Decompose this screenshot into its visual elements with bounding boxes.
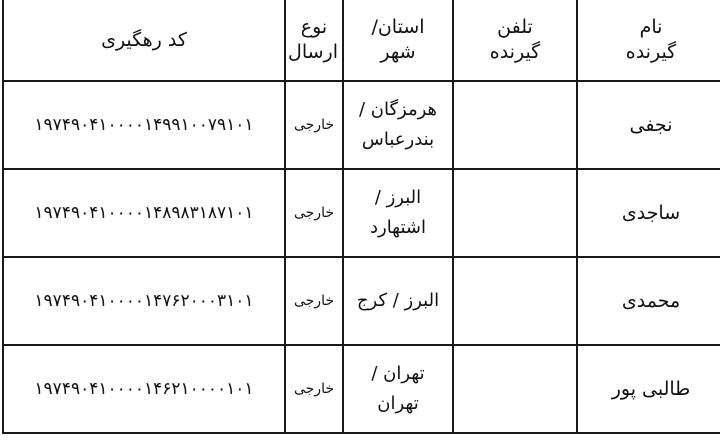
shipping-type-cell: خارجی: [285, 257, 343, 345]
shipments-table: [2, 0, 720, 434]
recipient-name-cell: محمدی: [577, 257, 720, 345]
tracking-code-cell: ۱۹۷۴۹۰۴۱۰۰۰۰۱۴۹۹۱۰۰۷۹۱۰۱: [3, 81, 285, 169]
recipient-phone-cell: [453, 81, 577, 169]
header-recipient-name: نام گیرنده: [577, 0, 720, 81]
recipient-phone-cell: [453, 345, 577, 433]
tracking-code-cell: ۱۹۷۴۹۰۴۱۰۰۰۰۱۴۸۹۸۳۱۸۷۱۰۱: [3, 169, 285, 257]
recipient-name-cell: طالبی پور: [577, 345, 720, 433]
recipient-phone-cell: [453, 257, 577, 345]
tracking-code-cell: ۱۹۷۴۹۰۴۱۰۰۰۰۱۴۷۶۲۰۰۰۳۱۰۱: [3, 257, 285, 345]
province-city-cell: البرز / اشتهارد: [343, 169, 453, 257]
table-row: [3, 81, 720, 169]
table-row: [3, 345, 720, 433]
header-recipient-phone: تلفن گیرنده: [453, 0, 577, 81]
province-city-cell: تهران / تهران: [343, 345, 453, 433]
province-city-cell: هرمزگان / بندرعباس: [343, 81, 453, 169]
recipient-name-cell: نجفی: [577, 81, 720, 169]
shipping-type-cell: خارجی: [285, 345, 343, 433]
province-city-cell: البرز / کرج: [343, 257, 453, 345]
header-tracking-code: کد رهگیری: [3, 0, 285, 81]
header-row: [3, 0, 720, 81]
tracking-code-cell: ۱۹۷۴۹۰۴۱۰۰۰۰۱۴۶۲۱۰۰۰۰۱۰۱: [3, 345, 285, 433]
table-row: [3, 257, 720, 345]
shipping-type-cell: خارجی: [285, 169, 343, 257]
recipient-name-cell: ساجدی: [577, 169, 720, 257]
table-row: [3, 169, 720, 257]
recipient-phone-cell: [453, 169, 577, 257]
header-province-city: استان/ شهر: [343, 0, 453, 81]
shipping-type-cell: خارجی: [285, 81, 343, 169]
header-shipping-type: نوع ارسال: [285, 0, 343, 81]
